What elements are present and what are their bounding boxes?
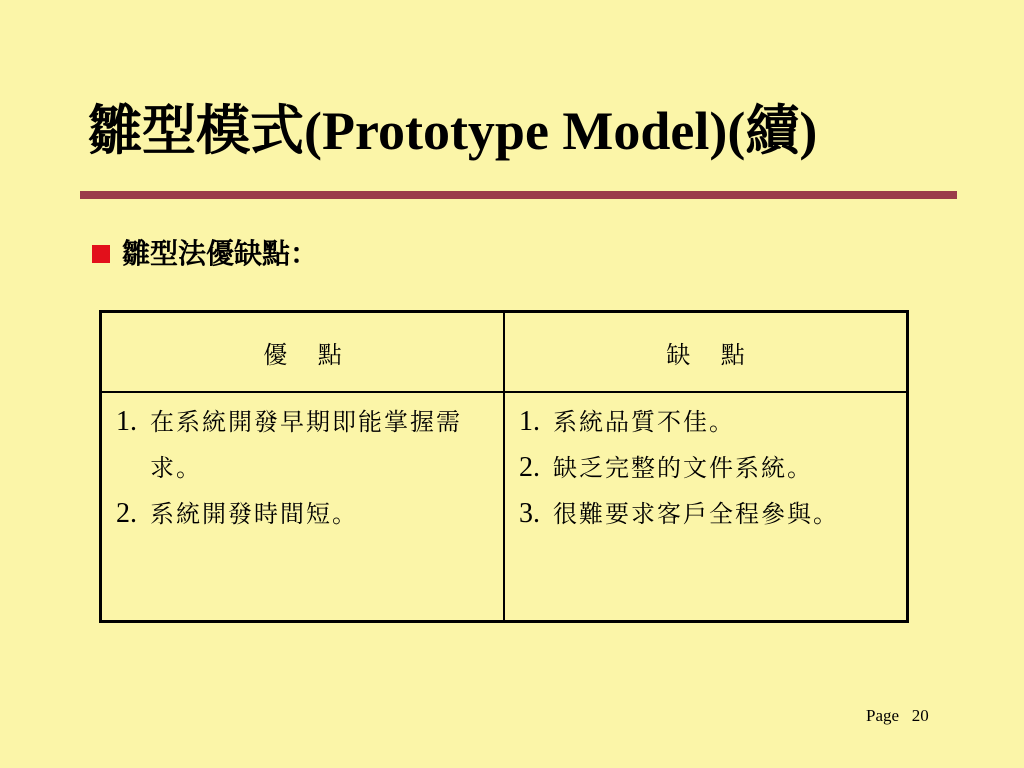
pros-cons-table: [99, 310, 909, 623]
bullet-square-icon: [92, 245, 110, 263]
cons-item: [519, 491, 896, 537]
pros-header: 優 點: [102, 313, 505, 393]
item-text: 缺乏完整的文件系統。: [553, 454, 813, 482]
item-text: 系統品質不佳。: [553, 408, 735, 436]
title-divider: [80, 191, 957, 199]
item-number: 2.: [519, 452, 540, 483]
page-number: Page 20: [866, 706, 929, 725]
item-text: 在系統開發早期即能掌握需求。: [150, 408, 462, 482]
cons-list: [505, 393, 906, 620]
item-number: 2.: [116, 498, 137, 529]
cons-header: 缺 點: [505, 313, 906, 393]
item-number: 3.: [519, 498, 540, 529]
cons-item: [519, 399, 896, 445]
slide-title: 雛型模式(Prototype Model)(續): [88, 101, 818, 161]
pros-item: [116, 399, 493, 491]
bullet-point: [92, 232, 318, 276]
item-number: 1.: [116, 406, 137, 437]
pros-list: [102, 393, 505, 620]
pros-item: [116, 491, 493, 537]
item-text: 很難要求客戶全程參與。: [553, 500, 839, 528]
bullet-text: 雛型法優缺點：: [122, 237, 319, 270]
item-text: 系統開發時間短。: [150, 500, 358, 528]
item-number: 1.: [519, 406, 540, 437]
cons-item: [519, 445, 896, 491]
